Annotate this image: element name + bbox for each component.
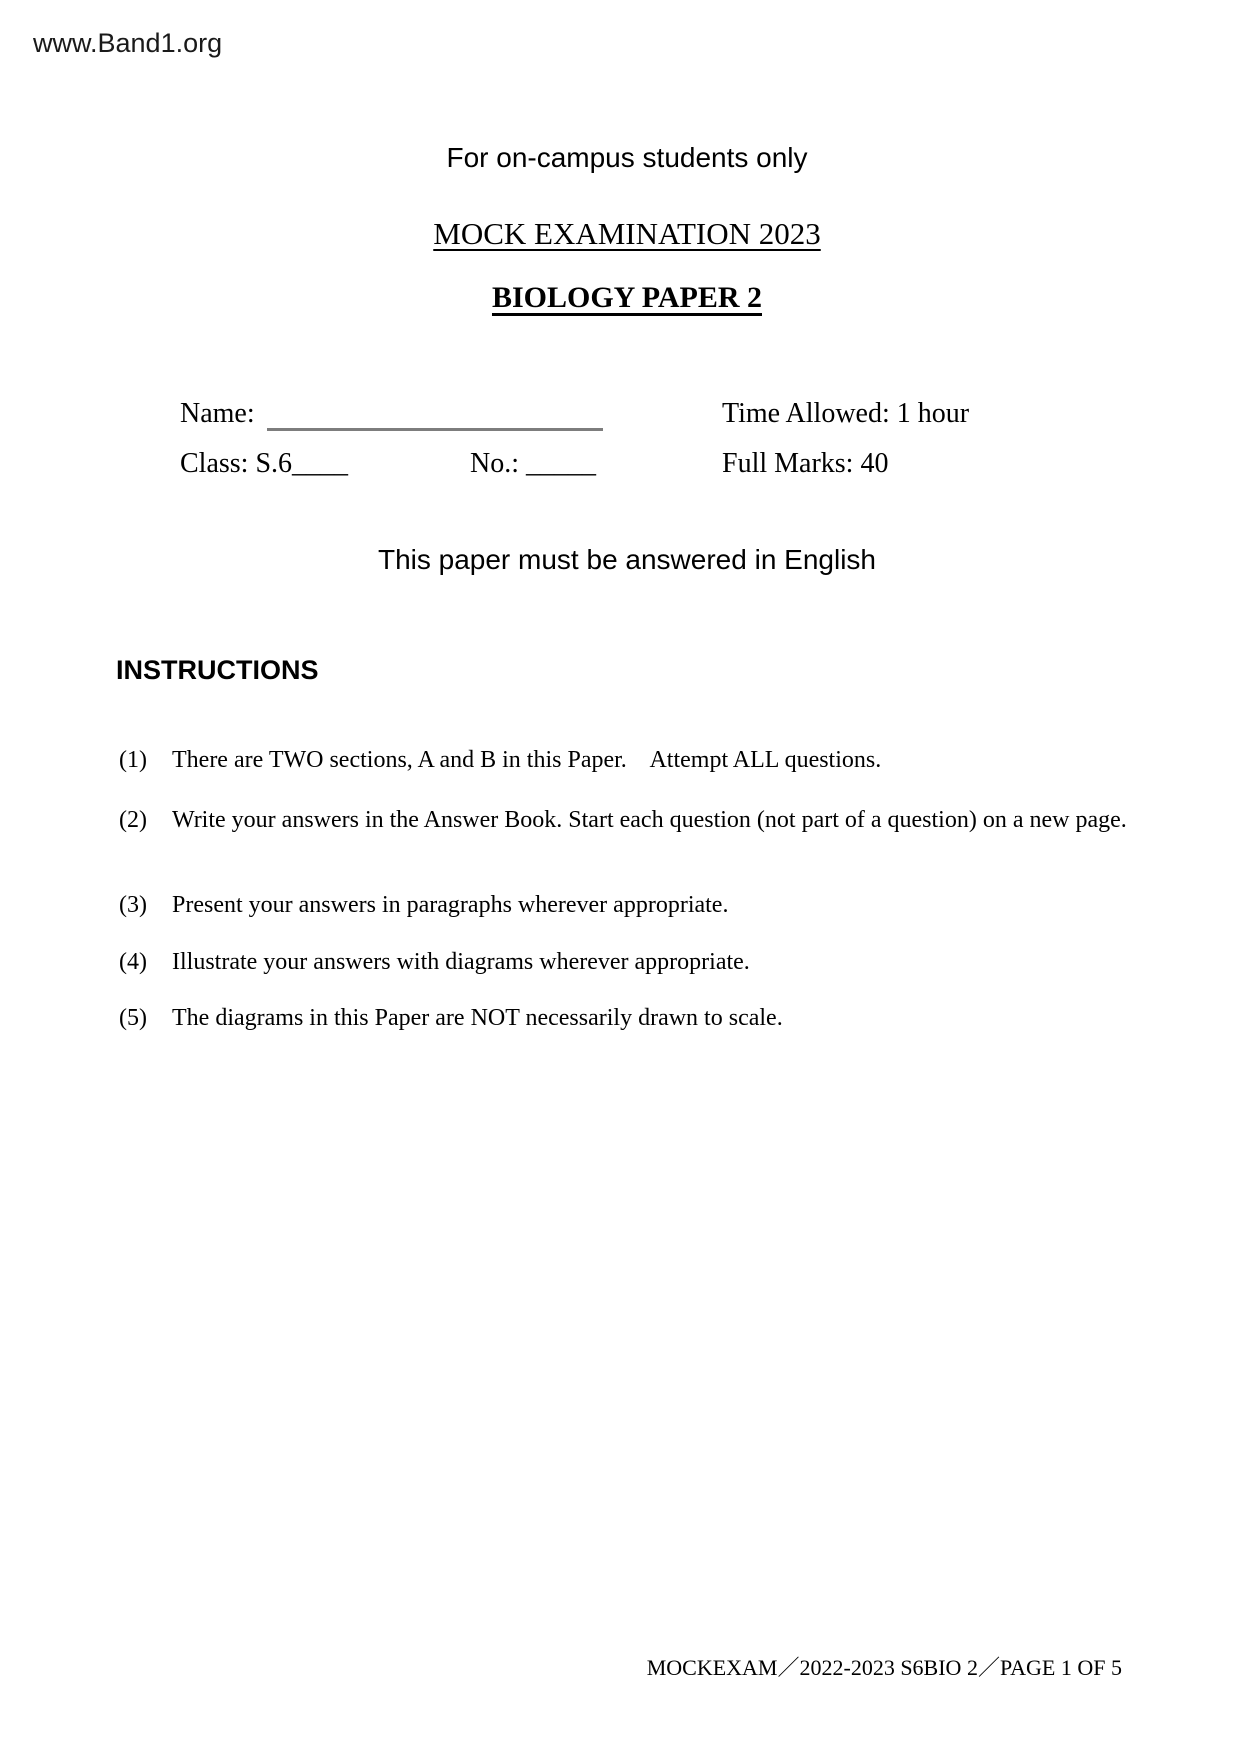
- site-watermark: www.Band1.org: [33, 28, 223, 58]
- instruction-text: Write your answers in the Answer Book. Start each question (not part of a question) on a new page.: [172, 807, 1127, 833]
- language-note: This paper must be answered in English: [377, 544, 877, 575]
- instruction-text: The diagrams in this Paper are NOT necessarily drawn to scale.: [172, 1005, 783, 1031]
- instruction-item-4: [119, 947, 1127, 978]
- instructions-heading: INSTRUCTIONS: [116, 655, 319, 685]
- instruction-number: (1): [119, 747, 147, 773]
- student-number-field: [470, 447, 596, 481]
- page-footer: MOCKEXAM／2022-2023 S6BIO 2／PAGE 1 OF 5: [646, 1655, 1122, 1680]
- audience-note: For on-campus students only: [446, 142, 808, 173]
- instruction-number: (4): [119, 949, 147, 975]
- exam-title-text: MOCK EXAMINATION 2023: [433, 216, 821, 251]
- full-marks-label: Full Marks: 40: [722, 448, 889, 479]
- paper-title: [0, 281, 1240, 315]
- name-blank-line: [267, 404, 603, 431]
- instruction-item-5: [119, 1003, 1127, 1034]
- student-number-label: No.:: [470, 448, 519, 479]
- class-field: [180, 447, 348, 481]
- instruction-text: Present your answers in paragraphs wherever appropriate.: [172, 892, 729, 918]
- instruction-number: (5): [119, 1005, 147, 1031]
- exam-title: [0, 216, 1240, 252]
- instruction-text: There are TWO sections, A and B in this Paper. Attempt ALL questions.: [172, 747, 882, 773]
- time-allowed-label: Time Allowed: 1 hour: [722, 398, 970, 429]
- instruction-text: Illustrate your answers with diagrams wherever appropriate.: [172, 949, 750, 975]
- instruction-number: (3): [119, 892, 147, 918]
- instruction-item-2: [119, 805, 1127, 836]
- instruction-item-1: [119, 745, 1127, 776]
- name-label: Name:: [180, 398, 255, 429]
- paper-title-text: BIOLOGY PAPER 2: [491, 281, 762, 314]
- instruction-number: (2): [119, 807, 147, 833]
- student-number-blank: _____: [519, 448, 596, 479]
- class-blank: ____: [292, 448, 349, 479]
- instruction-item-3: [119, 890, 1127, 921]
- class-label: Class: S.6: [180, 448, 293, 479]
